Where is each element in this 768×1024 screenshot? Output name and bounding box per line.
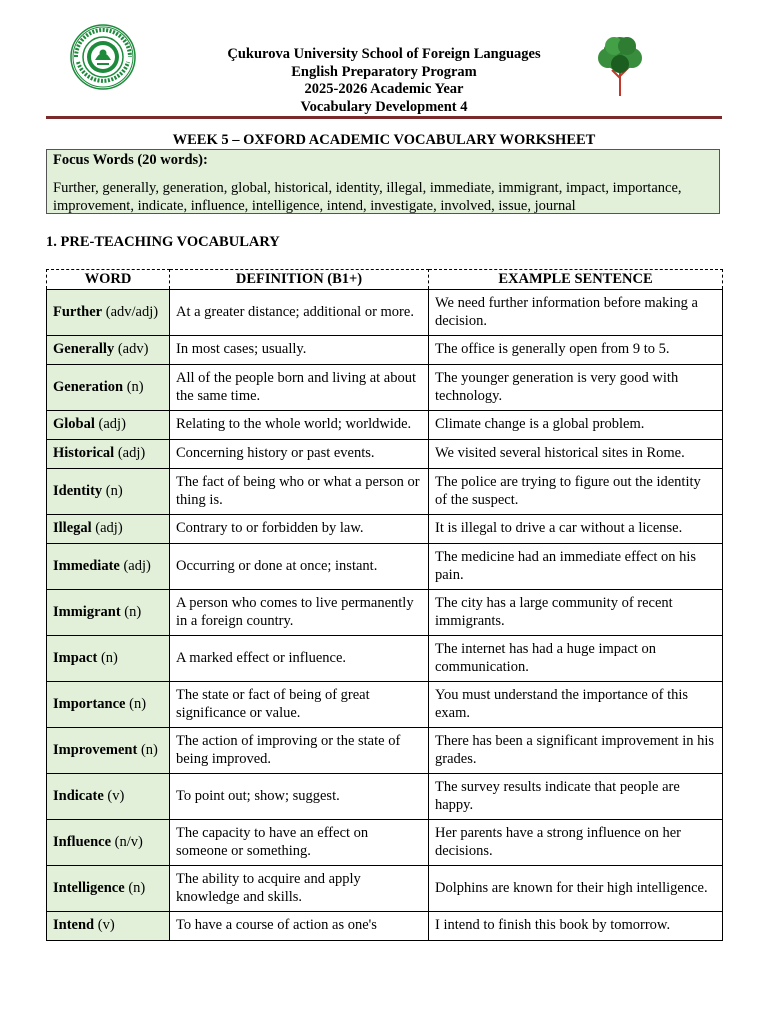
word-cell [47,544,170,590]
example-cell: The police are trying to figure out the identity of the suspect. [429,469,723,515]
table-row [47,636,723,682]
word-pos: (adj) [117,445,146,462]
tree-icon [594,34,646,96]
focus-words-list: Further, generally, generation, global, historical, identity, illegal, immediate, immigrant, impact, importance, improvement, indicate, influence, intelligence, intend, investigate, involved, issue, journal [53,180,682,214]
word-cell [47,590,170,636]
example-cell: We need further information before making a decision. [429,290,723,336]
word-pos: (v) [97,917,115,934]
word-cell [47,682,170,728]
table-row [47,515,723,544]
definition-cell: All of the people born and living at about the same time. [170,365,429,411]
word-cell [47,515,170,544]
worksheet-title: WEEK 5 – OXFORD ACADEMIC VOCABULARY WORKSHEET [172,132,596,148]
word-cell [47,636,170,682]
word-pos: (n) [126,378,144,395]
word-pos: (n) [140,741,158,758]
header-divider [46,116,722,119]
definition-cell: Occurring or done at once; instant. [170,544,429,590]
word-term: Intend [53,917,95,934]
example-cell: There has been a significant improvement in his grades. [429,728,723,774]
focus-words-box [46,149,720,214]
example-cell: The medicine had an immediate effect on his pain. [429,544,723,590]
definition-cell: The action of improving or the state of being improved. [170,728,429,774]
table-row [47,336,723,365]
section-title-pre-teaching: 1. PRE-TEACHING VOCABULARY [46,234,280,250]
word-cell [47,469,170,515]
definition-cell: The state or fact of being of great significance or value. [170,682,429,728]
definition-cell: The ability to acquire and apply knowledge and skills. [170,866,429,912]
word-pos: (n) [128,879,146,896]
word-term: Generally [53,341,115,358]
definition-cell: A person who comes to live permanently in a foreign country. [170,590,429,636]
word-pos: (n) [129,695,147,712]
table-row [47,682,723,728]
word-term: Identity [53,482,103,499]
word-cell [47,774,170,820]
word-cell [47,912,170,941]
table-row [47,912,723,941]
word-cell [47,336,170,365]
word-pos: (adv/adj) [105,303,159,320]
column-header-definition: DEFINITION (B1+) [170,270,429,290]
word-term: Immigrant [53,603,121,620]
example-cell: The city has a large community of recent immigrants. [429,590,723,636]
example-cell: The survey results indicate that people are happy. [429,774,723,820]
header-line-3: 2025-2026 Academic Year [304,81,464,97]
definition-cell: To point out; show; suggest. [170,774,429,820]
word-term: Importance [53,695,126,712]
definition-cell: In most cases; usually. [170,336,429,365]
word-term: Generation [53,378,124,395]
table-row [47,544,723,590]
table-row [47,469,723,515]
table-row [47,774,723,820]
word-pos: (adv) [117,341,149,358]
table-header-row [47,270,723,290]
table-row [47,365,723,411]
word-pos: (v) [107,787,125,804]
word-term: Indicate [53,787,104,804]
definition-cell: To have a course of action as one's [170,912,429,941]
word-pos: (adj) [95,520,123,537]
page-header [46,24,722,119]
example-cell: We visited several historical sites in Rome. [429,440,723,469]
example-cell: You must understand the importance of this exam. [429,682,723,728]
word-term: Immediate [53,557,120,574]
vocabulary-table [46,269,723,941]
header-line-2: English Preparatory Program [291,63,477,80]
table-row [47,728,723,774]
table-row [47,866,723,912]
example-cell: It is illegal to drive a car without a license. [429,515,723,544]
word-pos: (adj) [123,557,151,574]
word-term: Illegal [53,520,92,537]
word-term: Global [53,416,95,433]
example-cell: Her parents have a strong influence on her decisions. [429,820,723,866]
example-cell: Climate change is a global problem. [429,411,723,440]
word-pos: (n) [124,603,142,620]
word-term: Influence [53,833,111,850]
definition-cell: Concerning history or past events. [170,440,429,469]
word-cell [47,365,170,411]
word-pos: (n/v) [114,833,143,850]
definition-cell: Relating to the whole world; worldwide. [170,411,429,440]
header-line-4: Vocabulary Development 4 [300,98,468,115]
column-header-example: EXAMPLE SENTENCE [429,270,723,290]
word-pos: (adj) [98,416,126,433]
word-cell [47,440,170,469]
word-cell [47,866,170,912]
word-cell [47,820,170,866]
table-row [47,820,723,866]
example-cell: I intend to finish this book by tomorrow. [429,912,723,941]
table-row [47,440,723,469]
table-row [47,411,723,440]
word-term: Historical [53,445,115,462]
word-term: Further [53,303,103,320]
definition-cell: Contrary to or forbidden by law. [170,515,429,544]
word-term: Improvement [53,741,138,758]
definition-cell: The capacity to have an effect on someone or something. [170,820,429,866]
word-cell [47,728,170,774]
definition-cell: A marked effect or influence. [170,636,429,682]
example-cell: The office is generally open from 9 to 5. [429,336,723,365]
word-term: Intelligence [53,879,125,896]
table-row [47,590,723,636]
example-cell: The internet has had a huge impact on communication. [429,636,723,682]
word-pos: (n) [105,482,123,499]
definition-cell: At a greater distance; additional or more. [170,290,429,336]
word-cell [47,411,170,440]
word-pos: (n) [100,649,118,666]
word-cell [47,290,170,336]
word-term: Impact [53,649,98,666]
column-header-word: WORD [47,270,170,290]
example-cell: The younger generation is very good with technology. [429,365,723,411]
example-cell: Dolphins are known for their high intelligence. [429,866,723,912]
table-row [47,290,723,336]
header-line-1: Çukurova University School of Foreign Languages [227,46,541,62]
focus-words-title: Focus Words (20 words): [53,152,208,168]
definition-cell: The fact of being who or what a person or thing is. [170,469,429,515]
